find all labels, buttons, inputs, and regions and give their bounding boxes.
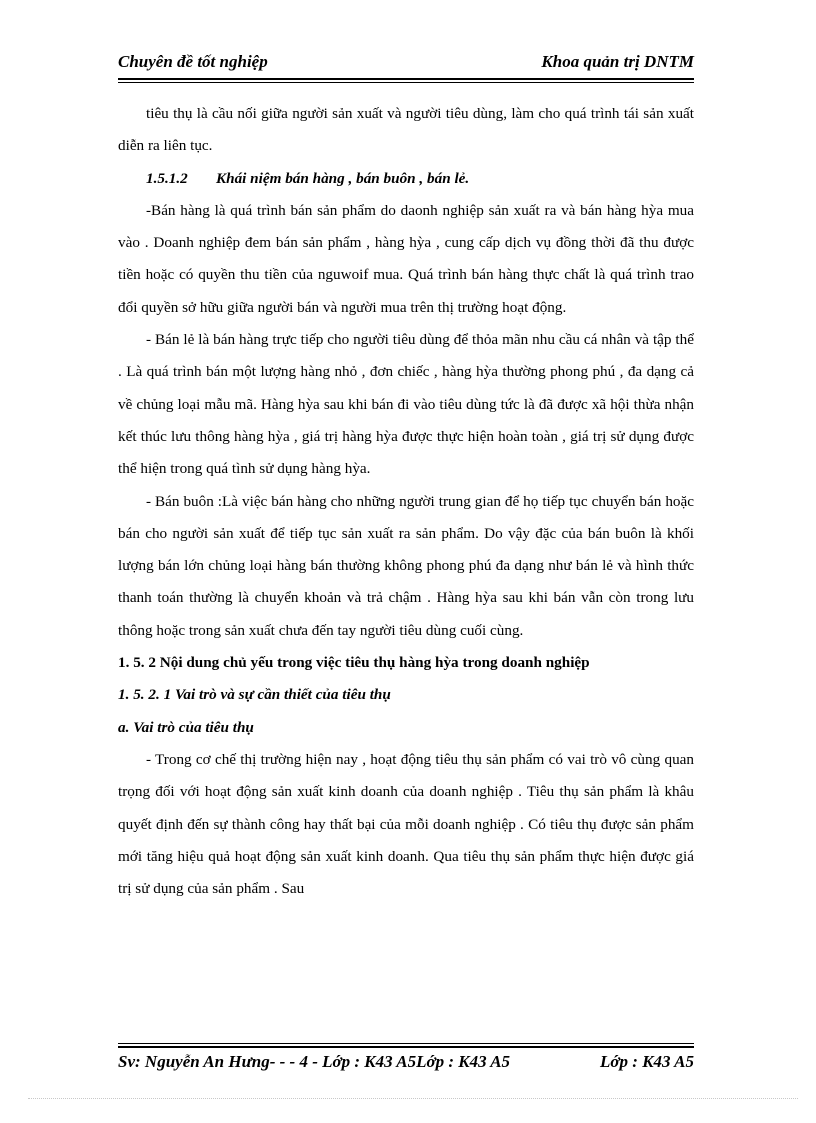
heading-1512-title: Khái niệm bán hàng , bán buôn , bán lẻ. [216, 169, 470, 187]
paragraph-ban-le: - Bán lẻ là bán hàng trực tiếp cho người tiêu dùng để thỏa mãn nhu cầu cá nhân và tập thể . Là quá trình bán một lượng hàng nhỏ , đơn chiếc , hàng hỳa thường phong phú , đa dạng cả về chủng loại mẫu mã. Hàng hỳa sau khi bán đi vào tiêu dùng tức là đã được xã hội thừa nhận kết thúc lưu thông hàng hỳa , giá trị hàng hỳa được thực hiện hoàn toàn , giá trị sử dụng được thể hiện trong quá tình sử dụng hàng hỳa. [118, 331, 694, 478]
page-header [118, 52, 694, 76]
paragraph-ban-hang: -Bán hàng là quá trình bán sản phẩm do daonh nghiệp sản xuất ra và bán hàng hỳa mua vào . Doanh nghiệp đem bán sản phẩm , hàng hỳa , cung cấp dịch vụ đồng thời đã thu được tiền hoặc có quyền thu tiền của nguwoif mua. Quá trình bán hàng thực chất là quá trình trao đổi quyền sở hữu giữa người bán và người mua trên thị trường hoạt động. [118, 201, 694, 316]
page-edge-dotted-line [28, 1098, 798, 1099]
footer-rule-thin [118, 1043, 694, 1044]
header-rule-thin [118, 82, 694, 83]
page-footer [118, 1052, 694, 1076]
header-left-text: Chuyên đề tốt nghiệp [118, 52, 268, 71]
footer-left-text: Sv: Nguyễn An Hưng- - - 4 - Lớp : K43 A5Lớp : K43 A5 [118, 1052, 511, 1071]
paragraph-intro: tiêu thụ là cầu nối giữa người sản xuất và người tiêu dùng, làm cho quá trình tái sản xuất diễn ra liên tục. [118, 105, 694, 155]
heading-a: a. Vai trò của tiêu thụ [118, 718, 254, 736]
heading-1512-number: 1.5.1.2 [146, 169, 188, 187]
page-body [118, 98, 694, 905]
header-right-text: Khoa quản trị DNTM [541, 52, 694, 71]
header-rule-thick [118, 78, 694, 80]
heading-1512 [118, 163, 694, 195]
footer-right-text: Lớp : K43 A5 [600, 1052, 694, 1071]
heading-152: 1. 5. 2 Nội dung chủ yếu trong việc tiêu thụ hàng hỳa trong doanh nghiệp [118, 654, 590, 672]
footer-rule-thick [118, 1046, 694, 1048]
paragraph-ban-buon: - Bán buôn :Là việc bán hàng cho những người trung gian để họ tiếp tục chuyển bán hoặc bán cho người sản xuất để tiếp tục sản xuất ra sản phẩm. Do vậy đặc của bán buôn là khối lượng bán lớn chủng loại hàng bán thường không phong phú đa dạng như bán lẻ và hình thức thanh toán thường là chuyển khoản và trả chậm . Hàng hỳa sau khi bán vẫn còn trong lưu thông hoặc trong sản xuất chưa đến tay người tiêu dùng cuối cùng. [118, 492, 694, 639]
paragraph-vai-tro: - Trong cơ chế thị trường hiện nay , hoạt động tiêu thụ sản phẩm có vai trò vô cùng quan trọng đối với hoạt động sản xuất kinh doanh của doanh nghiệp . Tiêu thụ sản phẩm là khâu quyết định đến sự thành công hay thất bại của mỗi doanh nghiệp . Có tiêu thụ được sản phẩm mới tăng hiệu quả hoạt động sản xuất kinh doanh. Qua tiêu thụ sản phẩm thực hiện được giá trị sử dụng của sản phẩm . Sau [118, 750, 694, 898]
heading-1521: 1. 5. 2. 1 Vai trò và sự cần thiết của tiêu thụ [118, 686, 391, 704]
